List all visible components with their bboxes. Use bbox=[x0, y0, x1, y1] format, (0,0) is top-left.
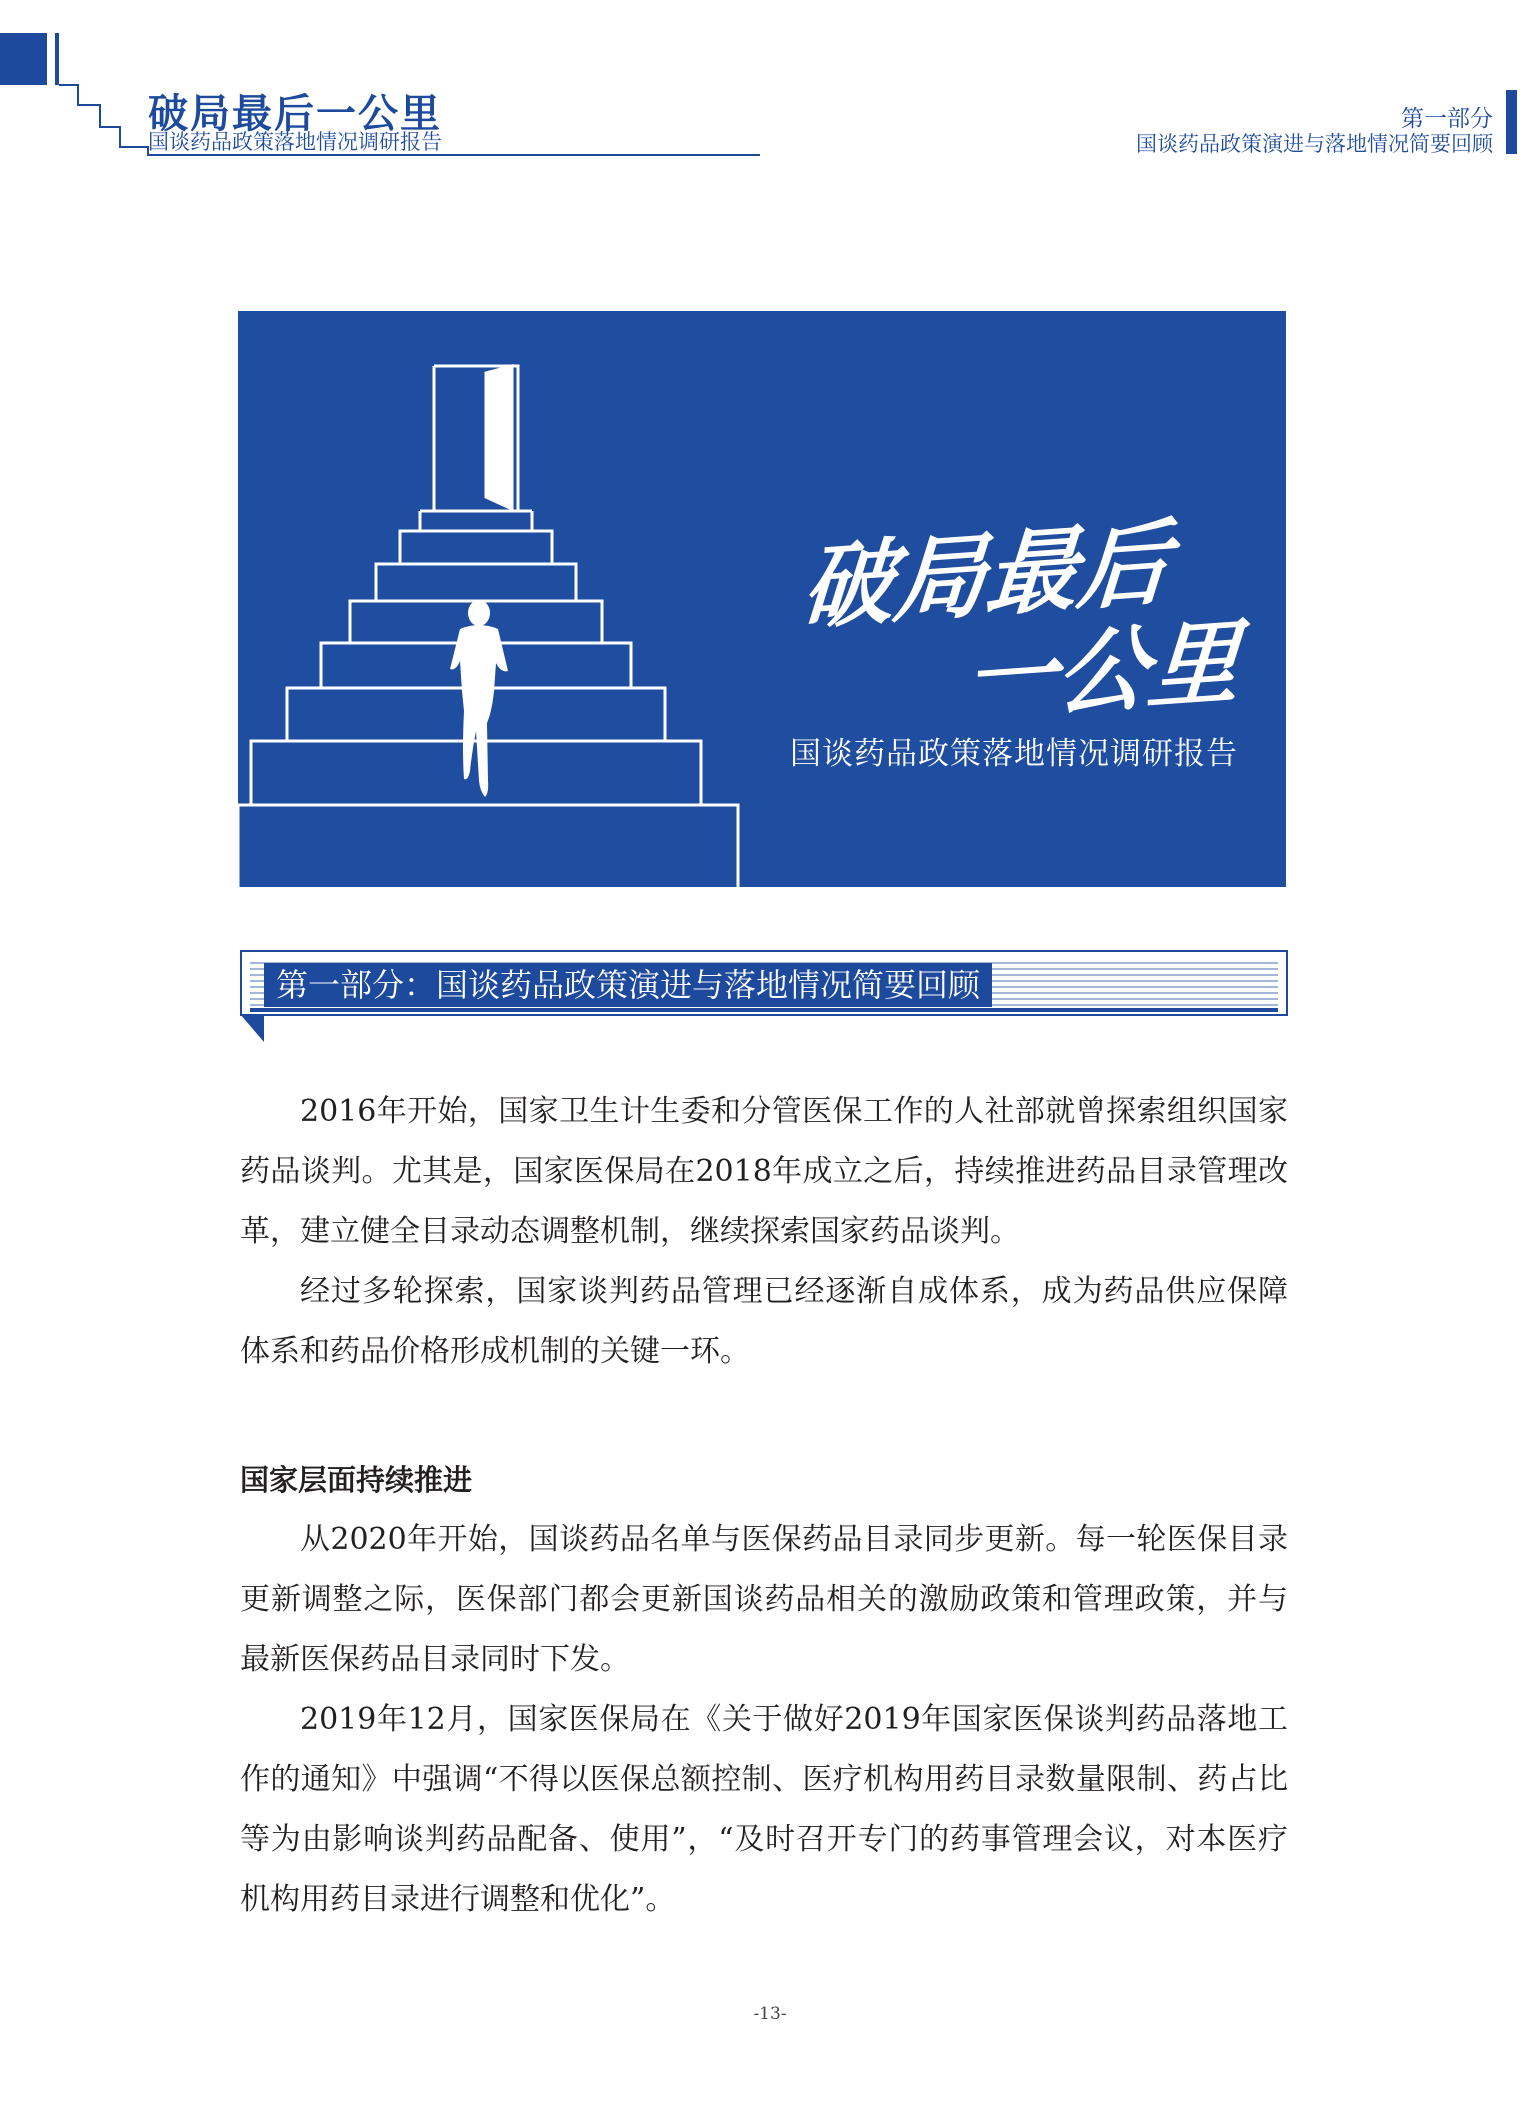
banner-title-line2: 一公里 bbox=[960, 607, 1244, 736]
paragraph-3: 从2020年开始，国谈药品名单与医保药品目录同步更新。每一轮医保目录更新调整之际，医保部门都会更新国谈药品相关的激励政策和管理政策，并与最新医保药品目录同时下发。 bbox=[240, 1522, 1288, 1677]
section-title: 第一部分：国谈药品政策演进与落地情况简要回顾 bbox=[264, 963, 992, 1007]
paragraph-1: 2016年开始，国家卫生计生委和分管医保工作的人社部就曾探索组织国家药品谈判。尤其是，国家医保局在2018年成立之后，持续推进药品目录管理改革，建立健全目录动态调整机制，继续探索国家药品谈判。 bbox=[240, 1094, 1288, 1249]
subheading: 国家层面持续推进 bbox=[240, 1463, 473, 1497]
header-part-subtitle: 国谈药品政策演进与落地情况简要回顾 bbox=[1136, 132, 1493, 156]
banner-title bbox=[771, 503, 1264, 746]
page-number: -13- bbox=[753, 2004, 787, 2024]
header-title: 破局最后一公里 bbox=[148, 91, 442, 137]
header-subtitle: 国谈药品政策落地情况调研报告 bbox=[148, 130, 442, 154]
banner-title-line1: 破局最后 bbox=[798, 507, 1174, 643]
person-silhouette-icon bbox=[450, 600, 508, 797]
section-title-bar bbox=[240, 950, 1290, 1050]
article-body bbox=[240, 1082, 1288, 1930]
chapter-banner bbox=[238, 311, 1286, 887]
banner-subtitle: 国谈药品政策落地情况调研报告 bbox=[790, 736, 1238, 772]
header-part-label: 第一部分 bbox=[1401, 106, 1493, 132]
header-right-bar bbox=[1506, 90, 1517, 154]
paragraph-4: 2019年12月，国家医保局在《关于做好2019年国家医保谈判药品落地工作的通知》中强调“不得以医保总额控制、医疗机构用药目录数量限制、药占比等为由影响谈判药品配备、使用”，“及时召开专门的药事管理会议，对本医疗机构用药目录进行调整和优化”。 bbox=[240, 1702, 1288, 1917]
paragraph-2: 经过多轮探索，国家谈判药品管理已经逐渐自成体系，成为药品供应保障体系和药品价格形成机制的关键一环。 bbox=[240, 1274, 1288, 1369]
